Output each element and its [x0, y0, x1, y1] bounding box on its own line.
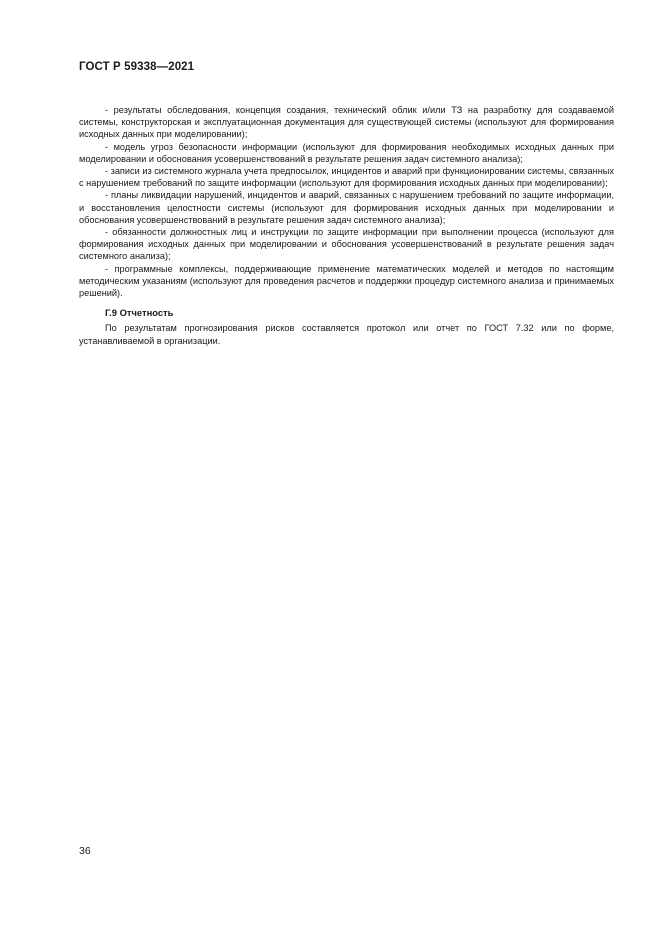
list-item: - планы ликвидации нарушений, инцидентов и аварий, связанных с нарушением требований по защите информации, и восстановления целостности системы (используют для формирования исходных данных при моделировании и обоснования усовершенствований в результате решения задач системного анализа); [79, 190, 614, 225]
document-body [79, 104, 614, 347]
list-item: - программные комплексы, поддерживающие применение математических моделей и методов по настоящим методическим указаниям (используют для проведения расчетов и поддержки процедур системного анализа и принимаемых решений). [79, 263, 614, 299]
list-item: - результаты обследования, концепция создания, технический облик и/или ТЗ на разработку для создаваемой системы, конструкторская и эксплуатационная документация для существующей системы (используют для формирования исходных данных при моделировании); [79, 105, 614, 140]
section-paragraph: По результатам прогнозирования рисков составляется протокол или отчет по ГОСТ 7.32 или по форме, устанавливаемой в организации. [79, 323, 614, 346]
page-number: 36 [79, 845, 91, 857]
list-item: - обязанности должностных лиц и инструкции по защите информации при выполнении процесса (используют для формирования исходных данных при моделировании и обоснования усовершенствований в результате решения задач системного анализа); [79, 227, 614, 262]
list-item: - модель угроз безопасности информации (используют для формирования необходимых исходных данных при моделировании и обоснования усовершенствований в результате решения задач системного анализа); [79, 141, 614, 164]
list-item: - записи из системного журнала учета предпосылок, инцидентов и аварий при функционировании системы, связанных с нарушением требований по защите информации (используют для формирования исходных данных при моделировании); [79, 166, 614, 189]
document-header: ГОСТ Р 59338—2021 [79, 61, 195, 73]
section-heading: Г.9 Отчетность [105, 307, 174, 319]
